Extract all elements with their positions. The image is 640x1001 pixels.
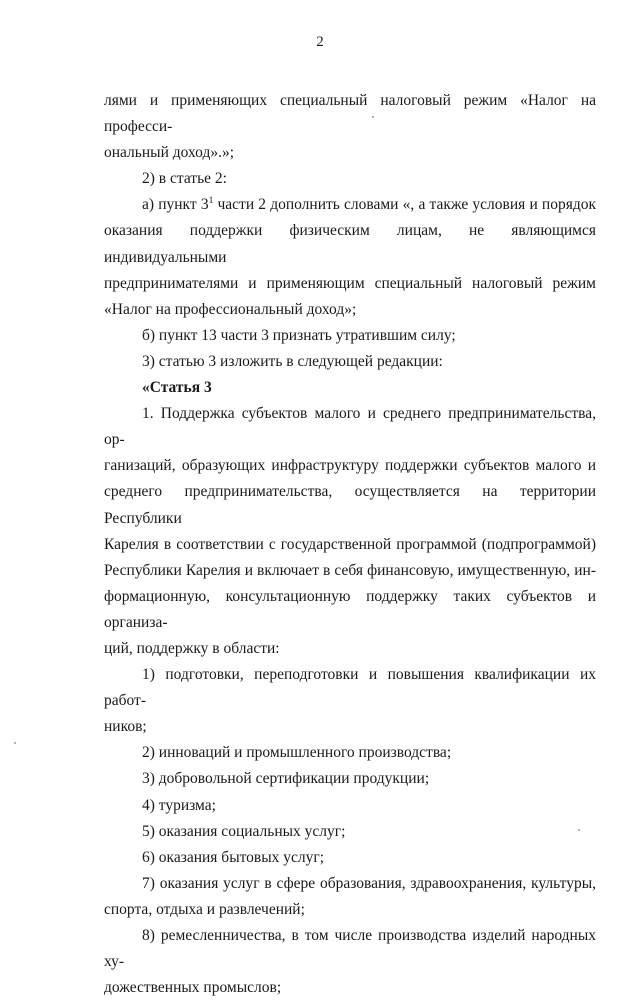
text-line: Республики Карелия и включает в себя финансовую, имущественную, ин- xyxy=(104,561,596,579)
text-line: ганизаций, образующих инфраструктуру поддержки субъектов малого и xyxy=(104,457,596,475)
text-line: ональный доход».»; xyxy=(104,144,235,162)
text-line: 6) оказания бытовых услуг; xyxy=(142,848,325,866)
page-number: 2 xyxy=(316,34,324,50)
scan-speck xyxy=(372,116,374,118)
text-line: Карелия в соответствии с государственной программой (подпрограммой) xyxy=(104,535,596,553)
text-line: дожественных промыслов; xyxy=(104,979,282,997)
text-line: лями и применяющих специальный налоговый режим «Налог на професси- xyxy=(104,92,596,136)
text-line: 4) туризма; xyxy=(142,796,216,814)
text-line: формационную, консультационную поддержку таких субъектов и организа- xyxy=(104,587,596,631)
text-line: 8) ремесленничества, в том числе производства изделий народных ху- xyxy=(104,927,596,971)
text-fragment: части 2 дополнить словами «, а также условия и порядок xyxy=(213,196,596,214)
scan-speck xyxy=(578,829,580,831)
text-line xyxy=(104,192,596,218)
scan-speck xyxy=(14,742,16,744)
text-line: ников; xyxy=(104,718,147,736)
text-line: 3) добровольной сертификации продукции; xyxy=(142,770,430,788)
text-line: ций, поддержку в области: xyxy=(104,639,280,657)
text-line: 2) в статье 2: xyxy=(142,170,227,188)
text-line: 7) оказания услуг в сфере образования, здравоохранения, культуры, xyxy=(142,874,596,892)
document-body xyxy=(104,88,596,1001)
text-line: среднего предпринимательства, осуществляется на территории Республики xyxy=(104,483,596,527)
text-line: предпринимателями и применяющим специальный налоговый режим xyxy=(104,274,596,292)
text-line: спорта, отдыха и развлечений; xyxy=(104,900,305,918)
text-line: 5) оказания социальных услуг; xyxy=(142,822,346,840)
text-line: 1. Поддержка субъектов малого и среднего предпринимательства, ор- xyxy=(104,405,596,449)
article-heading xyxy=(104,375,596,401)
text-line: 2) инноваций и промышленного производства; xyxy=(142,744,452,762)
superscript: 1 xyxy=(208,196,214,207)
text-line: 3) статью 3 изложить в следующей редакции: xyxy=(142,352,443,370)
text-line: б) пункт 13 части 3 признать утратившим силу; xyxy=(142,326,456,344)
text-line: «Налог на профессиональный доход»; xyxy=(104,300,357,318)
text-line: оказания поддержки физическим лицам, не являющимся индивидуальными xyxy=(104,222,596,266)
text-line: 1) подготовки, переподготовки и повышения квалификации их работ- xyxy=(104,666,596,710)
article-heading-text: «Статья 3 xyxy=(142,379,212,397)
text-fragment: а) пункт 3 xyxy=(142,196,209,214)
